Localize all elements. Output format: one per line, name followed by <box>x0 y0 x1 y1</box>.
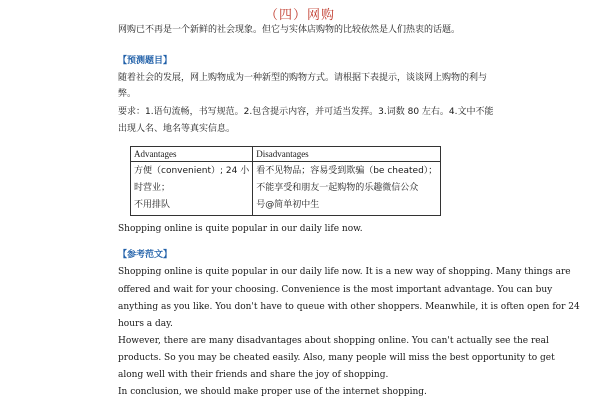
disadvantage-item: 号@简单初中生 <box>256 200 320 210</box>
sample-line: In conclusion, we should make proper use of the internet shopping. <box>118 387 427 397</box>
disadvantages-cell <box>253 162 441 216</box>
sample-line: products. So you may be cheated easily. Also, many people will miss the best opportunity to get <box>118 353 555 363</box>
table-header-row <box>131 147 441 162</box>
advantages-cell <box>131 162 253 216</box>
sample-line: along well with their friends and share the joy of shopping. <box>118 370 389 380</box>
page-title: （四）网购 <box>264 8 335 23</box>
sample-line: hours a day. <box>118 319 173 329</box>
table-row <box>131 162 441 216</box>
opening-sentence: Shopping online is quite popular in our daily life now. <box>118 224 363 234</box>
advantage-item: 不用排队 <box>134 200 171 210</box>
table-header-advantages: Advantages <box>131 147 253 162</box>
prompt-text-line-2: 弊。 <box>118 89 137 99</box>
prompt-text-line-1: 随着社会的发展，网上购物成为一种新型的购物方式。请根据下表提示，谈谈网上购物的利与 <box>118 73 488 83</box>
disadvantage-item: 看不见物品；容易受到欺骗（be cheated）； <box>256 166 438 176</box>
sample-line: Shopping online is quite popular in our daily life now. It is a new way of shopping. Many things are <box>118 267 571 277</box>
disadvantage-item: 不能享受和朋友一起购物的乐趣微信公众 <box>256 183 419 193</box>
advantages-table <box>130 146 441 216</box>
intro-text: 网购已不再是一个新鲜的社会现象。但它与实体店购物的比较依然是人们热衷的话题。 <box>118 25 461 35</box>
requirements-line-2: 出现人名、地名等真实信息。 <box>118 124 236 134</box>
requirements-line-1: 要求：1.语句流畅，书写规范。2.包含提示内容，并可适当发挥。3.词数 80 左右。4.文中不能 <box>118 107 494 117</box>
table-header-disadvantages: Disadvantages <box>253 147 441 162</box>
sample-line: anything as you like. You don't have to queue with other shoppers. Meanwhile, it is often open for 24 <box>118 302 580 312</box>
advantage-item: 方便（convenient）; 24 小 <box>134 166 250 176</box>
sample-line: However, there are many disadvantages about shopping online. You can't actually see the real <box>118 336 549 346</box>
prompt-heading: 【预测题目】 <box>118 56 173 66</box>
advantage-item: 时营业； <box>134 183 171 193</box>
sample-line: offered and wait for your choosing. Convenience is the most important advantage. You can buy <box>118 285 553 295</box>
sample-heading: 【参考范文】 <box>118 250 173 260</box>
